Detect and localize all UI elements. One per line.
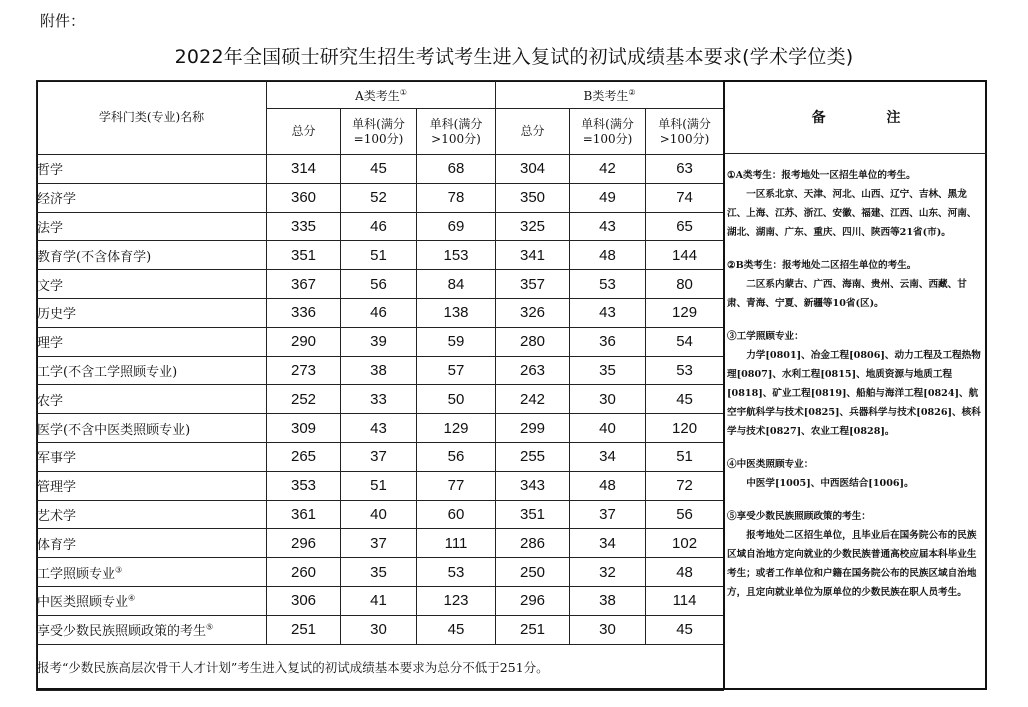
score-cell-b-total: 242 <box>496 385 570 414</box>
score-cell-a-s100: 39 <box>341 327 417 356</box>
page-title: 2022年全国硕士研究生招生考试考生进入复试的初试成绩基本要求(学术学位类) <box>174 46 854 68</box>
table-row <box>37 155 724 184</box>
score-cell-a-s100: 37 <box>341 529 417 558</box>
score-cell-a-sgt: 50 <box>417 385 496 414</box>
score-cell-a-sgt: 84 <box>417 270 496 299</box>
score-cell-b-s100: 38 <box>570 586 646 615</box>
score-cell-b-sgt: 53 <box>646 356 724 385</box>
subject-note-mark: ⑤ <box>206 622 214 632</box>
score-table <box>36 80 724 691</box>
subject-name-cell <box>37 183 267 212</box>
remark-note-text: 二区系内蒙古、广西、海南、贵州、云南、西藏、甘肃、青海、宁夏、新疆等10省(区)。 <box>727 279 967 309</box>
score-cell-b-total: 350 <box>496 183 570 212</box>
score-cell-b-s100: 32 <box>570 558 646 587</box>
score-cell-a-sgt: 60 <box>417 500 496 529</box>
score-cell-b-s100: 48 <box>570 471 646 500</box>
table-row <box>37 270 724 299</box>
score-rows <box>37 155 724 645</box>
score-cell-a-s100: 37 <box>341 442 417 471</box>
subject-name: 艺术学 <box>37 508 77 524</box>
subject-name-cell <box>37 298 267 327</box>
score-cell-a-total: 336 <box>267 298 341 327</box>
remark-note <box>727 507 983 602</box>
score-cell-b-total: 263 <box>496 356 570 385</box>
score-cell-b-total: 351 <box>496 500 570 529</box>
score-cell-b-s100: 36 <box>570 327 646 356</box>
score-cell-b-sgt: 114 <box>646 586 724 615</box>
remark-note-title: ④中医类照顾专业： <box>727 459 814 470</box>
score-cell-b-s100: 42 <box>570 155 646 184</box>
score-cell-b-s100: 34 <box>570 442 646 471</box>
score-cell-b-sgt: 45 <box>646 615 724 644</box>
score-cell-a-sgt: 129 <box>417 414 496 443</box>
score-cell-b-s100: 34 <box>570 529 646 558</box>
subject-name: 管理学 <box>37 480 77 496</box>
subject-name-cell <box>37 529 267 558</box>
remark-note-title: ⑤享受少数民族照顾政策的考生： <box>727 511 871 522</box>
score-cell-a-total: 367 <box>267 270 341 299</box>
subject-name: 历史学 <box>37 307 77 323</box>
score-cell-b-sgt: 65 <box>646 212 724 241</box>
remark-note-text: 中医学[1005]、中西医结合[1006]。 <box>746 478 914 489</box>
score-cell-b-total: 296 <box>496 586 570 615</box>
score-cell-b-s100: 30 <box>570 615 646 644</box>
score-cell-a-sgt: 45 <box>417 615 496 644</box>
score-cell-b-total: 341 <box>496 241 570 270</box>
score-cell-b-sgt: 72 <box>646 471 724 500</box>
score-cell-a-s100: 30 <box>341 615 417 644</box>
table-row <box>37 241 724 270</box>
group-b-label: B类考生 <box>583 89 629 103</box>
score-cell-a-total: 309 <box>267 414 341 443</box>
score-cell-b-total: 343 <box>496 471 570 500</box>
score-cell-a-sgt: 68 <box>417 155 496 184</box>
b-single-over100-header: 单科(满分>100分) <box>646 109 724 155</box>
score-cell-b-s100: 49 <box>570 183 646 212</box>
group-a-mark: ① <box>399 88 407 97</box>
score-cell-b-total: 286 <box>496 529 570 558</box>
score-cell-a-total: 251 <box>267 615 341 644</box>
score-cell-b-sgt: 56 <box>646 500 724 529</box>
subject-name: 农学 <box>37 393 64 409</box>
subject-name-cell <box>37 442 267 471</box>
a-single-over100-header: 单科(满分>100分) <box>417 109 496 155</box>
score-cell-a-total: 314 <box>267 155 341 184</box>
score-cell-a-sgt: 78 <box>417 183 496 212</box>
score-cell-b-sgt: 144 <box>646 241 724 270</box>
subject-name: 医学(不含中医类照顾专业) <box>37 422 191 438</box>
score-cell-a-s100: 52 <box>341 183 417 212</box>
score-cell-a-sgt: 153 <box>417 241 496 270</box>
score-cell-b-total: 304 <box>496 155 570 184</box>
score-cell-b-s100: 43 <box>570 212 646 241</box>
score-cell-b-total: 280 <box>496 327 570 356</box>
score-cell-b-sgt: 63 <box>646 155 724 184</box>
score-cell-b-sgt: 80 <box>646 270 724 299</box>
table-row <box>37 442 724 471</box>
remark-note-title: ①A类考生：报考地处一区招生单位的考生。 <box>727 170 916 181</box>
subject-note-mark: ③ <box>115 565 123 575</box>
score-cell-a-s100: 51 <box>341 241 417 270</box>
table-row <box>37 471 724 500</box>
subject-name: 经济学 <box>37 192 77 208</box>
subject-name: 体育学 <box>37 537 77 553</box>
subject-name-cell <box>37 385 267 414</box>
a-total-header: 总分 <box>267 109 341 155</box>
score-cell-a-s100: 41 <box>341 586 417 615</box>
group-a-label: A类考生 <box>355 89 400 103</box>
score-cell-b-sgt: 120 <box>646 414 724 443</box>
a-single-100-header: 单科(满分=100分) <box>341 109 417 155</box>
remark-note <box>727 166 983 242</box>
remark-note <box>727 327 983 441</box>
subject-name-cell <box>37 586 267 615</box>
subject-name: 理学 <box>37 336 64 352</box>
score-cell-a-sgt: 53 <box>417 558 496 587</box>
score-cell-b-total: 325 <box>496 212 570 241</box>
score-cell-b-s100: 37 <box>570 500 646 529</box>
subject-note-mark: ④ <box>128 594 136 604</box>
attachment-label: 附件： <box>40 12 86 30</box>
score-cell-a-s100: 33 <box>341 385 417 414</box>
subject-name-cell <box>37 327 267 356</box>
subject-name-cell <box>37 270 267 299</box>
score-cell-a-sgt: 138 <box>417 298 496 327</box>
table-row <box>37 529 724 558</box>
score-cell-b-s100: 53 <box>570 270 646 299</box>
score-cell-a-sgt: 69 <box>417 212 496 241</box>
score-cell-a-total: 273 <box>267 356 341 385</box>
score-cell-b-s100: 40 <box>570 414 646 443</box>
score-cell-b-sgt: 74 <box>646 183 724 212</box>
table-row <box>37 212 724 241</box>
score-cell-a-s100: 46 <box>341 212 417 241</box>
subject-name: 工学(不含工学照顾专业) <box>37 364 178 380</box>
score-cell-a-total: 265 <box>267 442 341 471</box>
score-cell-b-sgt: 51 <box>646 442 724 471</box>
score-cell-a-s100: 45 <box>341 155 417 184</box>
score-cell-b-s100: 35 <box>570 356 646 385</box>
score-cell-b-s100: 48 <box>570 241 646 270</box>
score-cell-a-s100: 35 <box>341 558 417 587</box>
group-b-header <box>496 81 724 109</box>
subject-name-cell <box>37 241 267 270</box>
b-single-100-header: 单科(满分=100分) <box>570 109 646 155</box>
score-cell-a-total: 306 <box>267 586 341 615</box>
remark-note-title: ②B类考生：报考地处二区招生单位的考生。 <box>727 260 917 271</box>
table-row <box>37 298 724 327</box>
subject-name-cell <box>37 356 267 385</box>
remarks-body <box>725 154 987 602</box>
score-cell-a-total: 290 <box>267 327 341 356</box>
subject-name: 中医类照顾专业 <box>37 595 129 611</box>
table-row <box>37 183 724 212</box>
remark-note-text: 报考地处二区招生单位，且毕业后在国务院公布的民族区域自治地方定向就业的少数民族普通高校应届本科毕业生考生；或者工作单位和户籍在国务院公布的民族区域自治地方，且定向就业单位为原单位的少数民族在职人员考生。 <box>727 530 977 598</box>
score-cell-b-sgt: 102 <box>646 529 724 558</box>
score-cell-b-total: 255 <box>496 442 570 471</box>
score-cell-a-total: 335 <box>267 212 341 241</box>
score-cell-a-total: 353 <box>267 471 341 500</box>
score-cell-b-sgt: 54 <box>646 327 724 356</box>
score-cell-a-s100: 56 <box>341 270 417 299</box>
subject-name-cell <box>37 212 267 241</box>
score-cell-b-total: 326 <box>496 298 570 327</box>
score-cell-a-sgt: 57 <box>417 356 496 385</box>
table-row <box>37 327 724 356</box>
score-cell-b-total: 357 <box>496 270 570 299</box>
remark-note <box>727 455 983 493</box>
score-cell-a-sgt: 111 <box>417 529 496 558</box>
score-cell-a-total: 252 <box>267 385 341 414</box>
score-cell-a-total: 260 <box>267 558 341 587</box>
remarks-header: 备 注 <box>725 80 987 154</box>
table-row <box>37 356 724 385</box>
subject-name: 哲学 <box>37 163 64 179</box>
subject-name-cell <box>37 155 267 184</box>
subject-column-header: 学科门类(专业)名称 <box>37 81 267 155</box>
score-cell-a-total: 361 <box>267 500 341 529</box>
score-cell-b-total: 251 <box>496 615 570 644</box>
subject-name-cell <box>37 414 267 443</box>
score-cell-a-s100: 43 <box>341 414 417 443</box>
score-cell-b-s100: 30 <box>570 385 646 414</box>
subject-name-cell <box>37 558 267 587</box>
table-row <box>37 500 724 529</box>
table-row <box>37 414 724 443</box>
score-cell-b-sgt: 48 <box>646 558 724 587</box>
remark-note-text: 力学[0801]、冶金工程[0806]、动力工程及工程热物理[0807]、水利工程[0815]、地质资源与地质工程[0818]、矿业工程[0819]、船舶与海洋工程[0824]、航空宇航科学与技术[0825]、兵器科学与技术[0826]、核科学与技术[0827]、农业工程[0828]。 <box>727 350 981 437</box>
group-b-mark: ② <box>628 88 636 97</box>
score-cell-a-total: 351 <box>267 241 341 270</box>
subject-name: 教育学(不含体育学) <box>37 249 152 265</box>
table-row <box>37 586 724 615</box>
subject-name-cell <box>37 615 267 644</box>
score-cell-b-sgt: 129 <box>646 298 724 327</box>
table-row <box>37 558 724 587</box>
remark-note-text: 一区系北京、天津、河北、山西、辽宁、吉林、黑龙江、上海、江苏、浙江、安徽、福建、江西、山东、河南、湖北、湖南、广东、重庆、四川、陕西等21省(市)。 <box>727 189 977 238</box>
remark-note <box>727 256 983 313</box>
score-cell-b-sgt: 45 <box>646 385 724 414</box>
b-total-header: 总分 <box>496 109 570 155</box>
score-cell-a-sgt: 56 <box>417 442 496 471</box>
subject-name: 文学 <box>37 278 64 294</box>
subject-name: 法学 <box>37 220 64 236</box>
table-row <box>37 385 724 414</box>
score-cell-a-s100: 40 <box>341 500 417 529</box>
subject-name-cell <box>37 471 267 500</box>
table-row <box>37 615 724 644</box>
score-cell-b-total: 299 <box>496 414 570 443</box>
subject-name-cell <box>37 500 267 529</box>
score-cell-a-total: 360 <box>267 183 341 212</box>
remark-note-title: ③工学照顾专业： <box>727 331 804 342</box>
score-cell-a-sgt: 123 <box>417 586 496 615</box>
score-cell-a-s100: 46 <box>341 298 417 327</box>
group-a-header <box>267 81 496 109</box>
footnote: 报考“少数民族高层次骨干人才计划”考生进入复试的初试成绩基本要求为总分不低于251分。 <box>37 644 724 690</box>
subject-name: 工学照顾专业 <box>37 566 116 582</box>
score-cell-b-total: 250 <box>496 558 570 587</box>
score-cell-a-s100: 38 <box>341 356 417 385</box>
score-cell-a-sgt: 77 <box>417 471 496 500</box>
score-cell-a-s100: 51 <box>341 471 417 500</box>
score-cell-b-s100: 43 <box>570 298 646 327</box>
score-cell-a-sgt: 59 <box>417 327 496 356</box>
subject-name: 军事学 <box>37 451 77 467</box>
subject-name: 享受少数民族照顾政策的考生 <box>37 624 207 640</box>
score-cell-a-total: 296 <box>267 529 341 558</box>
remarks-column <box>723 80 987 690</box>
